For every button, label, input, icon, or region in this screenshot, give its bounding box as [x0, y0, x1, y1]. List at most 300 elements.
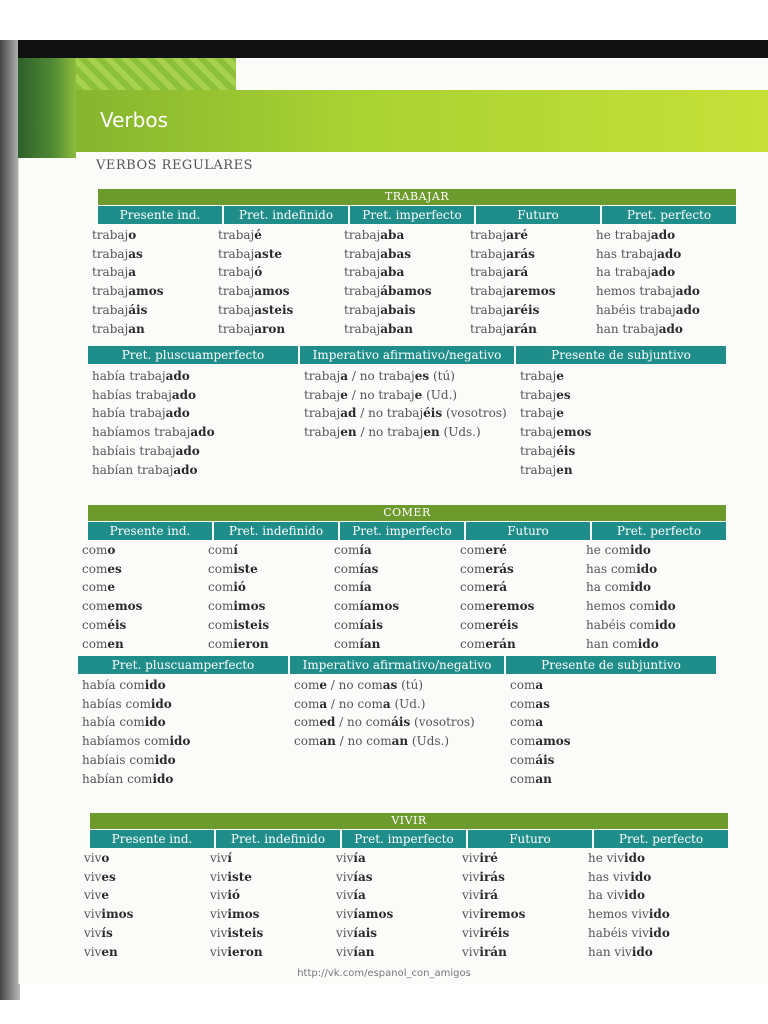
bottom-cell: [294, 713, 475, 732]
top-cell: [92, 245, 164, 264]
top-cell: [218, 320, 293, 339]
verb-stem: trabaj: [218, 265, 255, 280]
tense-header: Pret. pluscuamperfecto: [78, 656, 288, 674]
verb-stem: hemos com: [586, 599, 655, 614]
tense-header: Futuro: [476, 206, 600, 224]
verb-ending: erá: [485, 580, 508, 595]
top-cell: [84, 868, 133, 887]
verb-stem: trabaj: [304, 387, 341, 402]
verb-ending: íamos: [359, 599, 400, 614]
verb-ending: o: [101, 851, 110, 865]
verb-ending: aremos: [506, 284, 556, 299]
bottom-cell: [92, 442, 215, 461]
verb-stem: has viv: [588, 869, 631, 884]
verb-stem: com: [334, 599, 360, 614]
verb-stem: trabaj: [344, 302, 381, 317]
verb-ending: ido: [630, 869, 652, 884]
verb-stem: había com: [82, 715, 145, 730]
verb-stem: com: [294, 715, 320, 730]
verb-stem: viv: [84, 944, 102, 959]
top-cell: [210, 924, 263, 943]
verb-stem: com: [460, 580, 486, 595]
top-cell: [210, 886, 263, 905]
verb-ending: iré: [479, 851, 498, 865]
top-cell: [470, 301, 555, 320]
top-cell: [84, 886, 133, 905]
verb-stem: habían trabaj: [92, 462, 174, 477]
verb-stem: han viv: [588, 944, 632, 959]
verb-stem: has trabaj: [596, 246, 658, 261]
verb-stem: com: [334, 580, 360, 595]
verb-ending: emos: [107, 599, 143, 614]
tense-headers: [98, 206, 738, 224]
verb-ending: ían: [359, 636, 381, 651]
verb-ending: ió: [227, 888, 240, 903]
verb-stem: ha trabaj: [596, 265, 651, 280]
tense-header: Imperativo afirmativo/negativo: [300, 346, 514, 364]
verb-ending: en: [101, 944, 118, 959]
top-cell: [334, 541, 399, 560]
verb-stem: trabaj: [470, 265, 507, 280]
verb-ending: ido: [631, 944, 653, 959]
bottom-cell: [510, 751, 571, 770]
tense-header: Futuro: [468, 830, 592, 848]
verb-stem: había trabaj: [92, 406, 166, 421]
verb-ending: en: [340, 425, 357, 440]
tense-header: Pret. indefinido: [224, 206, 348, 224]
verb-stem: (vosotros): [410, 715, 475, 730]
verb-ending: e: [319, 678, 327, 692]
verb-stem: trabaj: [218, 228, 255, 242]
verb-ending: es: [556, 387, 571, 402]
verb-ending: íais: [359, 617, 383, 632]
top-cell: [208, 541, 269, 560]
tense-header: Presente de subjuntivo: [506, 656, 716, 674]
top-cell: [208, 597, 269, 616]
verb-stem: habías com: [82, 696, 151, 711]
verb-ending: ado: [675, 302, 700, 317]
top-cell: [460, 597, 534, 616]
verb-ending: an: [319, 734, 336, 749]
verb-ending: ías: [353, 869, 373, 884]
verb-stem: viv: [84, 925, 102, 940]
verb-stem: trabaj: [92, 321, 129, 336]
verb-ending: ía: [359, 580, 372, 595]
bottom-cell: [294, 695, 475, 714]
top-cell: [596, 263, 700, 282]
verb-ending: ido: [637, 636, 659, 651]
top-cell: [334, 616, 399, 635]
verb-ending: erás: [485, 561, 514, 576]
verb-stem: viv: [462, 869, 480, 884]
verb-stem: trabaj: [470, 284, 507, 299]
verb-stem: viv: [336, 888, 354, 903]
verb-ending: ía: [359, 543, 372, 557]
section-subtitle: VERBOS REGULARES: [96, 158, 253, 173]
top-cell: [462, 886, 525, 905]
top-cell: [586, 560, 676, 579]
verb-ending: áis: [391, 715, 411, 730]
verb-stem: com: [208, 543, 234, 557]
conjugation-column: [520, 367, 591, 479]
top-cell: [82, 635, 142, 654]
tense-headers: [90, 830, 730, 848]
green-corner-decoration: [18, 58, 76, 158]
verb-stem: trabaj: [304, 369, 341, 383]
top-cell: [460, 560, 534, 579]
verb-stem: trabaj: [520, 369, 557, 383]
tense-headers-secondary: [78, 656, 718, 674]
verb-stem: han com: [586, 636, 638, 651]
top-cell: [210, 943, 263, 962]
top-cell: [344, 226, 432, 245]
tense-header: Pret. perfecto: [594, 830, 728, 848]
top-cell: [336, 924, 393, 943]
tense-header: Imperativo afirmativo/negativo: [290, 656, 504, 674]
verb-stem: viv: [336, 925, 354, 940]
verb-stem: trabaj: [344, 246, 381, 261]
top-cell: [336, 943, 393, 962]
top-cell: [588, 868, 670, 887]
verb-stem: trabaj: [218, 302, 255, 317]
verb-ending: arán: [506, 321, 537, 336]
verb-ending: í: [233, 543, 238, 557]
verb-stem: han trabaj: [596, 321, 659, 336]
tense-header: Futuro: [466, 522, 590, 540]
verb-ending: ieron: [227, 944, 263, 959]
verb-stem: (Ud.): [390, 696, 426, 711]
verb-stem: viv: [462, 888, 480, 903]
verb-ending: ido: [152, 771, 174, 786]
verb-title-trabajar: TRABAJAR: [98, 189, 736, 205]
top-cell: [344, 301, 432, 320]
verb-stem: com: [510, 696, 536, 711]
verb-ending: aréis: [506, 302, 540, 317]
conjugation-column: [344, 226, 432, 338]
verb-stem: había com: [82, 678, 145, 692]
verb-stem: viv: [84, 907, 102, 922]
verb-ending: ado: [650, 265, 676, 280]
verb-ending: a: [382, 696, 391, 711]
verb-stem: habían com: [82, 771, 153, 786]
verb-ending: a: [535, 715, 544, 730]
top-cell: [470, 245, 555, 264]
top-cell: [84, 849, 133, 868]
tense-header: Pret. perfecto: [602, 206, 736, 224]
verb-stem: com: [460, 617, 486, 632]
verb-stem: trabaj: [92, 265, 129, 280]
verb-ending: o: [107, 543, 116, 557]
top-cell: [92, 263, 164, 282]
verb-stem: trabaj: [218, 321, 255, 336]
verb-ending: ido: [624, 851, 645, 865]
bottom-cell: [82, 732, 190, 751]
verb-ending: o: [128, 228, 137, 242]
verb-ending: ís: [101, 925, 113, 940]
verb-ending: ado: [165, 369, 190, 383]
verb-ending: éis: [107, 617, 127, 632]
verb-stem: com: [82, 561, 108, 576]
verb-stem: trabaj: [470, 246, 507, 261]
verb-stem: com: [294, 734, 320, 749]
verb-stem: com: [294, 678, 320, 692]
verb-ending: amos: [128, 284, 164, 299]
verb-stem: he viv: [588, 851, 625, 865]
conjugation-column: [210, 849, 263, 961]
verb-stem: com: [208, 599, 234, 614]
verb-ending: áis: [128, 302, 148, 317]
verb-stem: com: [510, 752, 536, 767]
conjugation-column: [208, 541, 269, 653]
top-cell: [336, 886, 393, 905]
verb-stem: / no com: [326, 678, 383, 692]
bottom-cell: [520, 404, 591, 423]
top-cell: [596, 301, 700, 320]
verb-stem: ha com: [586, 580, 631, 595]
verb-stem: / no trabaj: [356, 425, 424, 440]
bottom-cell: [520, 386, 591, 405]
top-cell: [218, 263, 293, 282]
top-cell: [596, 320, 700, 339]
footer-url: http://vk.com/espanol_con_amigos: [297, 968, 471, 979]
top-cell: [588, 924, 670, 943]
verb-ending: ían: [353, 944, 375, 959]
verb-stem: com: [82, 580, 108, 595]
verb-stem: / no com: [335, 715, 392, 730]
top-cell: [92, 301, 164, 320]
conjugation-column: [462, 849, 525, 961]
conjugation-column: [82, 676, 190, 788]
verb-stem: habíais trabaj: [92, 443, 176, 458]
verb-stem: habías trabaj: [92, 387, 172, 402]
verb-stem: he trabaj: [596, 228, 651, 242]
top-cell: [208, 635, 269, 654]
verb-stem: viv: [84, 851, 102, 865]
verb-ending: ido: [654, 599, 676, 614]
top-cell: [336, 849, 393, 868]
bottom-cell: [92, 461, 215, 480]
conjugation-column: [92, 226, 164, 338]
verb-ending: a: [128, 265, 137, 280]
top-cell: [460, 578, 534, 597]
verb-stem: hemos viv: [588, 907, 649, 922]
top-cell: [460, 616, 534, 635]
top-cell: [336, 905, 393, 924]
tense-header: Pret. indefinido: [216, 830, 340, 848]
top-cell: [470, 282, 555, 301]
top-cell: [588, 849, 670, 868]
verb-stem: com: [82, 617, 108, 632]
verb-stem: trabaj: [218, 246, 255, 261]
verb-stem: trabaj: [92, 302, 129, 317]
verb-stem: trabaj: [92, 284, 129, 299]
top-cell: [344, 263, 432, 282]
verb-stem: com: [460, 636, 486, 651]
verb-title-comer: COMER: [88, 505, 726, 521]
verb-stem: / no com: [327, 696, 383, 711]
verb-ending: irás: [479, 869, 505, 884]
verb-stem: com: [334, 561, 360, 576]
verb-ending: iréis: [479, 925, 510, 940]
verb-stem: he com: [586, 543, 630, 557]
top-cell: [208, 616, 269, 635]
top-cell: [462, 905, 525, 924]
verb-stem: viv: [462, 944, 480, 959]
verb-stem: viv: [336, 851, 354, 865]
top-cell: [470, 320, 555, 339]
verb-ending: arás: [506, 246, 535, 261]
verb-stem: viv: [210, 888, 228, 903]
verb-ending: ado: [657, 246, 682, 261]
verb-stem: viv: [462, 851, 480, 865]
verb-ending: ido: [654, 617, 676, 632]
verb-ending: asteis: [254, 302, 294, 317]
verb-ending: áis: [535, 752, 555, 767]
top-cell: [588, 886, 670, 905]
bottom-cell: [82, 713, 190, 732]
verb-ending: ido: [144, 678, 166, 692]
verb-ending: as: [535, 696, 550, 711]
verb-ending: ado: [658, 321, 683, 336]
verb-stem: com: [82, 543, 108, 557]
verb-stem: habéis trabaj: [596, 302, 676, 317]
bottom-cell: [520, 442, 591, 461]
verb-stem: trabaj: [470, 302, 507, 317]
top-cell: [586, 635, 676, 654]
verb-stem: com: [208, 580, 234, 595]
verb-ending: as: [128, 246, 143, 261]
bottom-cell: [304, 404, 507, 423]
verb-ending: ido: [636, 561, 658, 576]
verb-ending: e: [414, 387, 423, 402]
verb-stem: / no trabaj: [348, 369, 415, 383]
verb-stem: habíamos trabaj: [92, 425, 191, 440]
page-edge-shadow: [0, 40, 20, 1000]
verb-ending: ido: [629, 543, 651, 557]
top-cell: [586, 541, 676, 560]
top-cell: [460, 541, 534, 560]
verb-ending: abais: [380, 302, 416, 317]
verb-stem: trabaj: [520, 387, 557, 402]
conjugation-column: [82, 541, 142, 653]
top-cell: [82, 541, 142, 560]
verb-stem: viv: [462, 907, 480, 922]
verb-ending: imos: [101, 907, 134, 922]
conjugation-column: [334, 541, 399, 653]
verb-ending: ábamos: [380, 284, 432, 299]
tense-header: Presente ind.: [90, 830, 214, 848]
verb-stem: com: [460, 561, 486, 576]
verb-stem: trabaj: [92, 228, 129, 242]
top-cell: [596, 226, 700, 245]
verb-stem: viv: [210, 851, 228, 865]
bottom-cell: [294, 732, 475, 751]
verb-stem: trabaj: [344, 284, 381, 299]
verb-ending: en: [556, 462, 573, 477]
verb-stem: (tú): [429, 369, 455, 383]
top-cell: [462, 849, 525, 868]
bottom-cell: [82, 770, 190, 789]
verb-stem: / no com: [335, 734, 392, 749]
verb-ending: íamos: [353, 907, 394, 922]
verb-ending: ía: [353, 888, 366, 903]
verb-ending: eré: [485, 543, 507, 557]
top-cell: [334, 560, 399, 579]
header-pattern-decoration: [76, 58, 236, 90]
top-cell: [218, 282, 293, 301]
verb-ending: aban: [380, 321, 413, 336]
verb-ending: aba: [380, 228, 405, 242]
conjugation-column: [218, 226, 293, 338]
verb-ending: éis: [556, 443, 576, 458]
verb-stem: trabaj: [92, 246, 129, 261]
verb-stem: has com: [586, 561, 637, 576]
tense-header: Presente ind.: [88, 522, 212, 540]
top-cell: [344, 282, 432, 301]
verb-stem: com: [208, 617, 234, 632]
verb-ending: ieron: [233, 636, 269, 651]
tense-header: Pret. pluscuamperfecto: [88, 346, 298, 364]
verb-stem: viv: [84, 869, 102, 884]
tense-header: Pret. imperfecto: [342, 830, 466, 848]
verb-ending: aron: [254, 321, 286, 336]
top-cell: [92, 282, 164, 301]
top-cell: [470, 263, 555, 282]
verb-ending: ías: [359, 561, 379, 576]
conjugation-column: [470, 226, 555, 338]
verb-ending: ado: [190, 425, 215, 440]
verb-ending: aba: [380, 265, 405, 280]
top-cell: [84, 924, 133, 943]
verb-stem: trabaj: [520, 443, 557, 458]
verb-title-vivir: VIVIR: [90, 813, 728, 829]
verb-ending: ado: [175, 443, 200, 458]
verb-ending: ido: [624, 888, 646, 903]
verb-stem: trabaj: [470, 321, 507, 336]
top-cell: [82, 560, 142, 579]
verb-ending: eremos: [485, 599, 535, 614]
verb-ending: a: [319, 696, 328, 711]
verb-ending: amos: [254, 284, 290, 299]
verb-stem: hemos trabaj: [596, 284, 676, 299]
verb-ending: e: [107, 580, 115, 595]
verb-stem: habíais com: [82, 752, 155, 767]
verb-ending: en: [423, 425, 440, 440]
verb-stem: com: [460, 543, 486, 557]
verb-ending: ido: [150, 696, 172, 711]
verb-stem: trabaj: [520, 425, 557, 440]
conjugation-column: [92, 367, 215, 479]
top-cell: [210, 868, 263, 887]
conjugation-column: [336, 849, 393, 961]
bottom-cell: [82, 751, 190, 770]
top-cell: [344, 320, 432, 339]
conjugation-column: [586, 541, 676, 653]
verb-stem: trabaj: [304, 425, 341, 440]
bottom-cell: [92, 404, 215, 423]
conjugation-column: [304, 367, 507, 442]
verb-ending: ado: [650, 228, 676, 242]
verb-ending: as: [382, 678, 398, 692]
verb-ending: imos: [227, 907, 260, 922]
tense-header: Pret. perfecto: [592, 522, 726, 540]
verb-stem: habéis com: [586, 617, 655, 632]
verb-ending: an: [128, 321, 145, 336]
top-cell: [460, 635, 534, 654]
bottom-cell: [304, 386, 507, 405]
verb-stem: (vosotros): [442, 406, 507, 421]
tense-header: Presente ind.: [98, 206, 222, 224]
